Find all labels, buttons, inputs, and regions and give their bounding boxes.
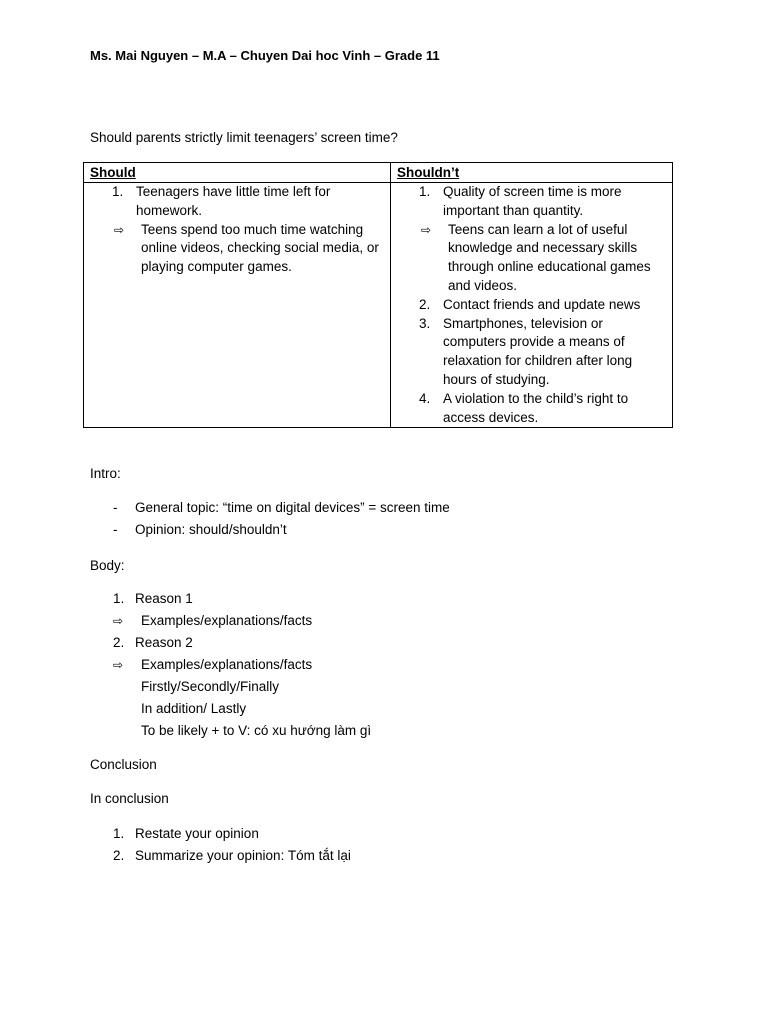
list-item bbox=[90, 183, 384, 221]
table-row bbox=[84, 183, 673, 428]
should-header: Should bbox=[84, 163, 391, 183]
conclusion-list bbox=[90, 823, 351, 867]
list-item-text: Reason 2 bbox=[135, 635, 193, 650]
list-item bbox=[90, 632, 371, 654]
list-marker: 3. bbox=[419, 315, 431, 331]
list-item bbox=[397, 296, 666, 315]
list-item-text: Contact friends and update news bbox=[443, 296, 641, 312]
list-item bbox=[90, 610, 371, 632]
list-marker: 2. bbox=[113, 848, 125, 863]
list-marker: 4. bbox=[419, 390, 431, 406]
list-item-text: Examples/explanations/facts bbox=[141, 657, 313, 672]
list-item bbox=[90, 676, 371, 698]
should-cell bbox=[84, 183, 391, 428]
list-marker: 2. bbox=[419, 296, 431, 312]
dash-marker: - bbox=[113, 500, 118, 515]
list-item-text: Quality of screen time is more important than quantity. bbox=[443, 184, 622, 218]
list-item-text: To be likely + to V: có xu hướng làm gì bbox=[141, 723, 372, 738]
list-item-text: Restate your opinion bbox=[135, 826, 259, 841]
intro-label: Intro: bbox=[90, 466, 121, 481]
list-item bbox=[397, 315, 666, 390]
list-item-text: Teens can learn a lot of useful knowledge and necessary skills through online educational games and videos. bbox=[448, 221, 651, 293]
list-item-text: Reason 1 bbox=[135, 591, 193, 606]
comparison-table bbox=[83, 162, 673, 428]
list-marker: 1. bbox=[419, 184, 431, 199]
list-item bbox=[90, 823, 351, 845]
conclusion-label: Conclusion bbox=[90, 757, 157, 772]
body-list bbox=[90, 588, 371, 742]
arrow-icon: ⇨ bbox=[421, 222, 432, 237]
list-item bbox=[90, 221, 384, 277]
intro-list bbox=[90, 497, 450, 541]
arrow-icon: ⇨ bbox=[113, 658, 124, 672]
list-item-text: A violation to the child’s right to access devices. bbox=[443, 390, 629, 425]
list-item bbox=[90, 497, 450, 519]
conclusion-sublabel: In conclusion bbox=[90, 791, 169, 806]
essay-question: Should parents strictly limit teenagers’ screen time? bbox=[90, 130, 398, 145]
list-item-text: Summarize your opinion: Tóm tắt lại bbox=[135, 848, 351, 863]
list-item bbox=[397, 390, 666, 428]
body-label: Body: bbox=[90, 558, 125, 573]
shouldnt-header: Shouldn’t bbox=[391, 163, 673, 183]
list-item bbox=[397, 221, 666, 296]
list-item bbox=[90, 519, 450, 541]
list-item-text: Teenagers have little time left for homework. bbox=[136, 184, 331, 218]
arrow-icon: ⇨ bbox=[114, 222, 125, 237]
list-item-text: General topic: “time on digital devices” = screen time bbox=[135, 500, 450, 515]
list-item-text: Examples/explanations/facts bbox=[141, 613, 313, 628]
should-list bbox=[90, 183, 384, 277]
list-marker: 1. bbox=[113, 826, 125, 841]
list-item bbox=[90, 698, 371, 720]
dash-marker: - bbox=[113, 522, 118, 537]
list-marker: 1. bbox=[112, 184, 124, 199]
arrow-icon: ⇨ bbox=[113, 614, 124, 628]
list-item-text: Firstly/Secondly/Finally bbox=[141, 679, 280, 694]
list-item-text: Opinion: should/shouldn’t bbox=[135, 522, 287, 537]
list-marker: 1. bbox=[113, 591, 125, 606]
list-item bbox=[90, 720, 371, 742]
list-item bbox=[90, 654, 371, 676]
list-item-text: In addition/ Lastly bbox=[141, 701, 247, 716]
list-item bbox=[90, 588, 371, 610]
list-item-text: Teens spend too much time watching online videos, checking social media, or playing computer games. bbox=[141, 221, 379, 275]
table-header-row bbox=[84, 163, 673, 183]
list-item bbox=[90, 845, 351, 867]
document-header: Ms. Mai Nguyen – M.A – Chuyen Dai hoc Vinh – Grade 11 bbox=[90, 48, 440, 63]
list-item bbox=[397, 183, 666, 221]
list-item-text: Smartphones, television or computers provide a means of relaxation for children after long hours of studying. bbox=[443, 315, 633, 387]
shouldnt-cell bbox=[391, 183, 673, 428]
shouldnt-list bbox=[397, 183, 666, 427]
list-marker: 2. bbox=[113, 635, 125, 650]
